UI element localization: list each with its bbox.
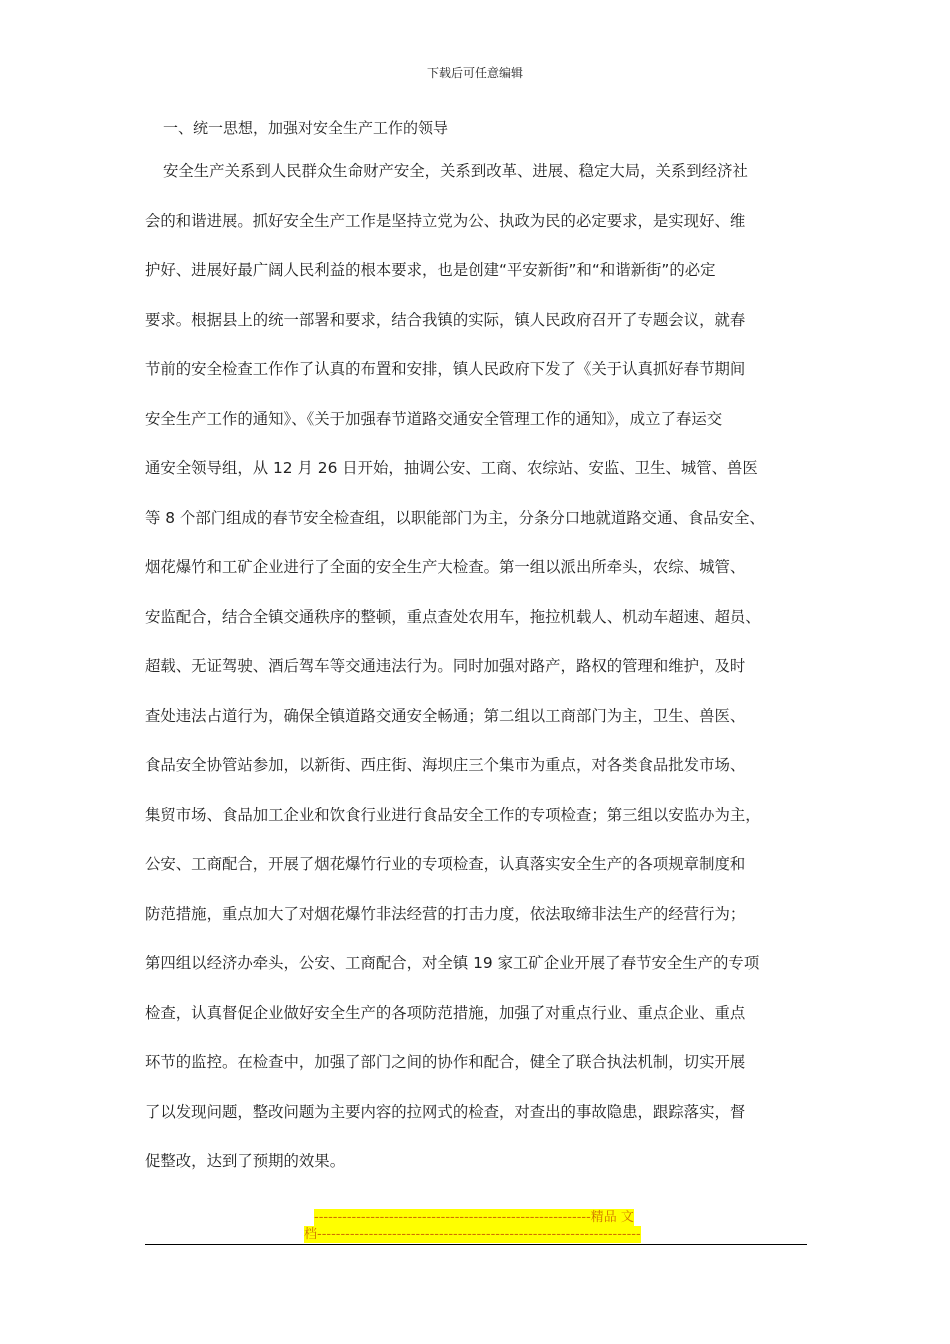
paragraph-line: 安全生产关系到人民群众生命财产安全，关系到改革、进展、稳定大局，关系到经济社 (163, 162, 748, 180)
paragraph-line: 防范措施，重点加大了对烟花爆竹非法经营的打击力度，依法取缔非法生产的经营行为； (145, 904, 746, 923)
paragraph-line: 了以发现问题，整改问题为主要内容的拉网式的检查，对查出的事故隐患，跟踪落实，督 (145, 1102, 746, 1121)
body-paragraph (145, 147, 807, 1187)
paragraph-line: 等 8 个部门组成的春节安全检查组，以职能部门为主，分条分口地就道路交通、食品安全、 (145, 508, 765, 527)
paragraph-line: 烟花爆竹和工矿企业进行了全面的安全生产大检查。第一组以派出所牵头，农综、城管、 (145, 558, 746, 576)
page-header: 下载后可任意编辑 (426, 66, 523, 80)
footer-line-1: -----------------------------------------------------------精品 文 (314, 1210, 634, 1225)
footer-watermark (304, 1209, 654, 1243)
paragraph-line: 安全生产工作的通知》、《关于加强春节道路交通安全管理工作的通知》，成立了春运交 (145, 409, 723, 428)
paragraph-line: 食品安全协管站参加，以新街、西庄街、海坝庄三个集市为重点，对各类食品批发市场、 (145, 756, 746, 774)
paragraph-line: 要求。根据县上的统一部署和要求，结合我镇的实际，镇人民政府召开了专题会议，就春 (145, 310, 746, 329)
paragraph-line: 第四组以经济办牵头，公安、工商配合，对全镇 19 家工矿企业开展了春节安全生产的专项 (145, 954, 760, 972)
paragraph-line: 安监配合，结合全镇交通秩序的整顿，重点查处农用车，拖拉机载人、机动车超速、超员、 (145, 607, 761, 626)
paragraph-line: 查处违法占道行为，确保全镇道路交通安全畅通；第二组以工商部门为主，卫生、兽医、 (145, 706, 746, 725)
paragraph-line: 超载、无证驾驶、酒后驾车等交通违法行为。同时加强对路产，路权的管理和维护，及时 (145, 657, 746, 675)
paragraph-line: 集贸市场、食品加工企业和饮食行业进行食品安全工作的专项检查；第三组以安监办为主， (145, 805, 761, 824)
paragraph-line: 检查，认真督促企业做好安全生产的各项防范措施，加强了对重点行业、重点企业、重点 (145, 1003, 746, 1022)
footer-divider (145, 1244, 807, 1245)
footer-line-2: 档--------------------------------------------------------------------- (304, 1227, 641, 1242)
paragraph-line: 公安、工商配合，开展了烟花爆竹行业的专项检查，认真落实安全生产的各项规章制度和 (145, 855, 746, 873)
paragraph-line: 护好、进展好最广阔人民利益的根本要求，也是创建“平安新街”和“和谐新街”的必定 (145, 261, 716, 279)
paragraph-line: 环节的监控。在检查中，加强了部门之间的协作和配合，健全了联合执法机制，切实开展 (145, 1053, 746, 1071)
paragraph-line: 促整改，达到了预期的效果。 (145, 1152, 346, 1170)
paragraph-line: 节前的安全检查工作作了认真的布置和安排，镇人民政府下发了《关于认真抓好春节期间 (145, 360, 746, 378)
paragraph-line: 通安全领导组，从 12 月 26 日开始，抽调公安、工商、农综站、安监、卫生、城管、兽医 (145, 459, 758, 477)
section-heading: 一、统一思想，加强对安全生产工作的领导 (163, 119, 449, 137)
paragraph-line: 会的和谐进展。抓好安全生产工作是坚持立党为公、执政为民的必定要求，是实现好、维 (145, 211, 746, 230)
